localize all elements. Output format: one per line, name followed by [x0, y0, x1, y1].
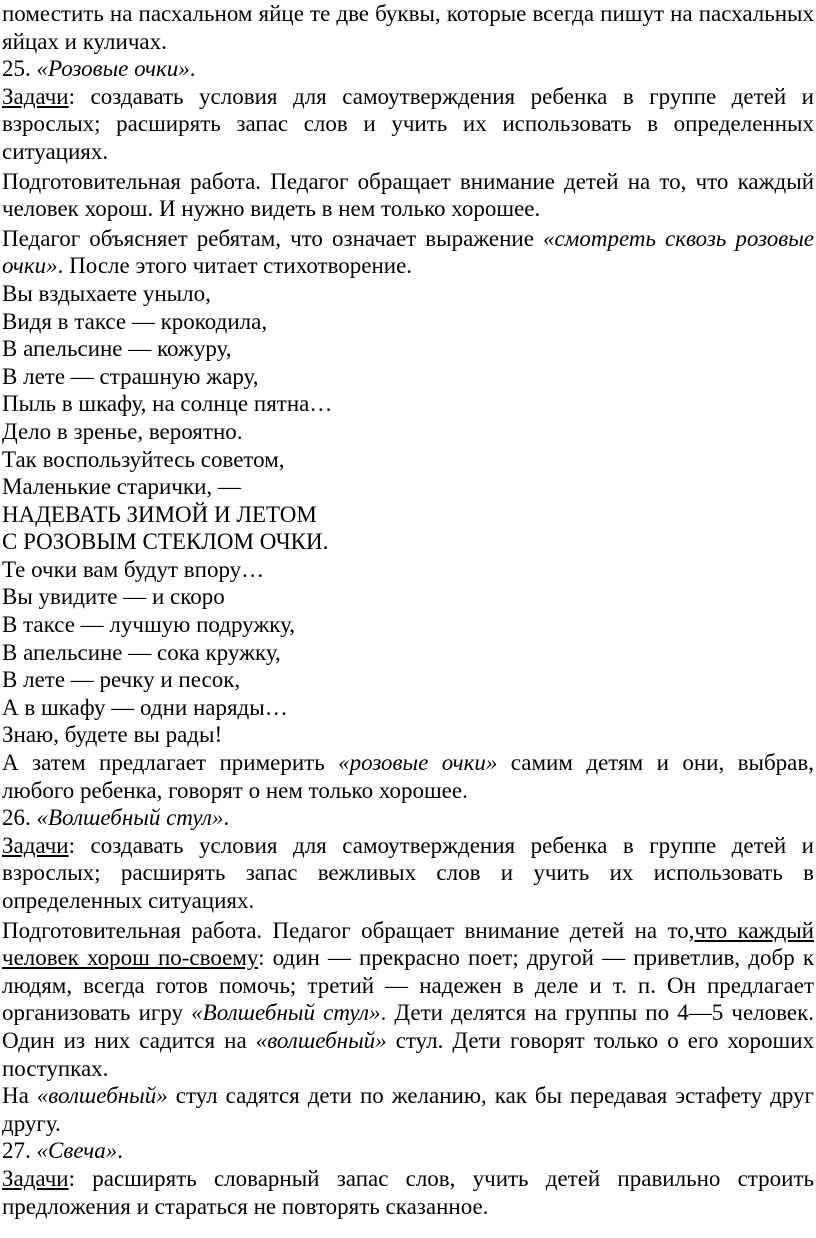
- game-26-number: 26.: [2, 805, 37, 831]
- game-26-chair: [2, 1082, 814, 1137]
- game-27-title-end: .: [117, 1138, 123, 1164]
- poem-line: Те очки вам будут впору…: [2, 556, 265, 582]
- poem: [2, 280, 814, 749]
- poem-line: В лете — страшную жару,: [2, 363, 259, 389]
- game-26-chair-italic: «волшебный»: [36, 1083, 168, 1109]
- poem-line: В апельсине — кожуру,: [2, 336, 232, 362]
- game-25-tasks-text: : создавать условия для самоутверждения ребенка в группе детей и взрослых; расширять запас слов и учить их использовать в определенных ситуациях.: [2, 83, 814, 164]
- game-26-prep-d: стул. Дети говорят только о его хороших поступках.: [2, 1027, 814, 1081]
- game-26-prep-italic-2: «волшебный»: [255, 1027, 387, 1053]
- game-25-title: «Розовые очки»: [36, 56, 190, 82]
- game-27-title: «Свеча»: [36, 1138, 118, 1164]
- game-25-outro-a: А затем предлагает примерить: [2, 750, 339, 776]
- game-27-tasks-label: Задачи: [2, 1165, 69, 1191]
- game-27-tasks-text: : расширять словарный запас слов, учить детей правильно строить предложения и стараться не повторять сказанное.: [2, 1165, 814, 1219]
- poem-line: Так воспользуйтесь советом,: [2, 446, 285, 472]
- game-26-title: «Волшебный стул»: [36, 805, 224, 831]
- game-25-explain-italic: «смотреть сквозь розовые очки»: [2, 225, 814, 279]
- game-25-outro-italic: «розовые очки»: [338, 750, 498, 776]
- poem-line: В лете — речку и песок,: [2, 667, 241, 693]
- game-25-prep-text: Подготовительная работа. Педагог обращает внимание детей на то, что каждый человек хорош. И нужно видеть в нем только хорошее.: [2, 168, 814, 222]
- poem-line: Маленькие старички, —: [2, 474, 241, 500]
- game-26-prep-c: . Дети делятся на группы по 4—5 человек. Один из них садится на: [2, 1000, 815, 1053]
- intro-paragraph: [2, 0, 814, 55]
- game-26-tasks-label: Задачи: [2, 832, 69, 858]
- poem-line: Пыль в шкафу, на солнце пятна…: [2, 391, 333, 417]
- game-25-number: 25.: [2, 56, 37, 82]
- poem-line: С РОЗОВЫМ СТЕКЛОМ ОЧКИ.: [2, 529, 329, 555]
- game-25-explain-a: Педагог объясняет ребятам, что означает выражение: [2, 225, 543, 251]
- game-25-preparation: [2, 168, 814, 223]
- game-25-explanation: [2, 225, 814, 280]
- poem-line: Вы вздыхаете уныло,: [2, 280, 211, 306]
- game-27-number: 27.: [2, 1138, 37, 1164]
- poem-line: Знаю, будете вы рады!: [2, 722, 223, 748]
- game-26-chair-a: На: [2, 1083, 37, 1109]
- game-25-tasks: [2, 83, 814, 166]
- game-26-prep-italic-1: «Волшебный стул»: [191, 1000, 381, 1026]
- game-26-prep-underlined: что каждый человек хорош по-своему: [2, 917, 814, 971]
- game-27-tasks: [2, 1165, 814, 1220]
- game-25-title-end: .: [189, 56, 196, 82]
- game-26-preparation: [2, 917, 814, 1083]
- poem-line: Видя в таксе — крокодила,: [2, 308, 268, 334]
- poem-line: Дело в зренье, вероятно.: [2, 418, 243, 444]
- game-26-title-end: .: [223, 805, 230, 831]
- game-25-tasks-label: Задачи: [2, 83, 69, 109]
- poem-line: В апельсине — сока кружку,: [2, 639, 281, 665]
- game-25-explain-b: . После этого читает стихотворение.: [57, 253, 413, 279]
- game-26-prep-b: : один — прекрасно поет; другой — приветлив, добр к людям, всегда готов помочь; третий — надежен в деле и т. п. Он предлагает организовать игру: [2, 945, 814, 1026]
- intro-text: поместить на пасхальном яйце те две буквы, которые всегда пишут на пасхальных яйцах и куличах.: [2, 1, 814, 54]
- poem-line: В таксе — лучшую подружку,: [2, 612, 296, 638]
- game-26-heading: [2, 804, 814, 832]
- poem-line: А в шкафу — одни наряды…: [2, 694, 288, 720]
- game-26-prep-a: Подготовительная работа. Педагог обращает внимание детей на то,: [2, 917, 695, 943]
- game-25-heading: [2, 55, 814, 83]
- game-26-chair-b: стул садятся дети по желанию, как бы передавая эстафету друг другу.: [2, 1083, 814, 1136]
- game-26-tasks-text: : создавать условия для самоутверждения ребенка в группе детей и взрослых; расширять запас вежливых слов и учить их использовать в определенных ситуациях.: [2, 832, 814, 913]
- game-25-outro-b: самим детям и они, выбрав, любого ребенка, говорят о нем только хорошее.: [2, 750, 814, 803]
- game-27-heading: [2, 1137, 814, 1165]
- poem-line: НАДЕВАТЬ ЗИМОЙ И ЛЕТОМ: [2, 501, 317, 527]
- poem-line: Вы увидите — и скоро: [2, 584, 225, 610]
- game-25-outro: [2, 749, 814, 804]
- game-26-tasks: [2, 832, 814, 915]
